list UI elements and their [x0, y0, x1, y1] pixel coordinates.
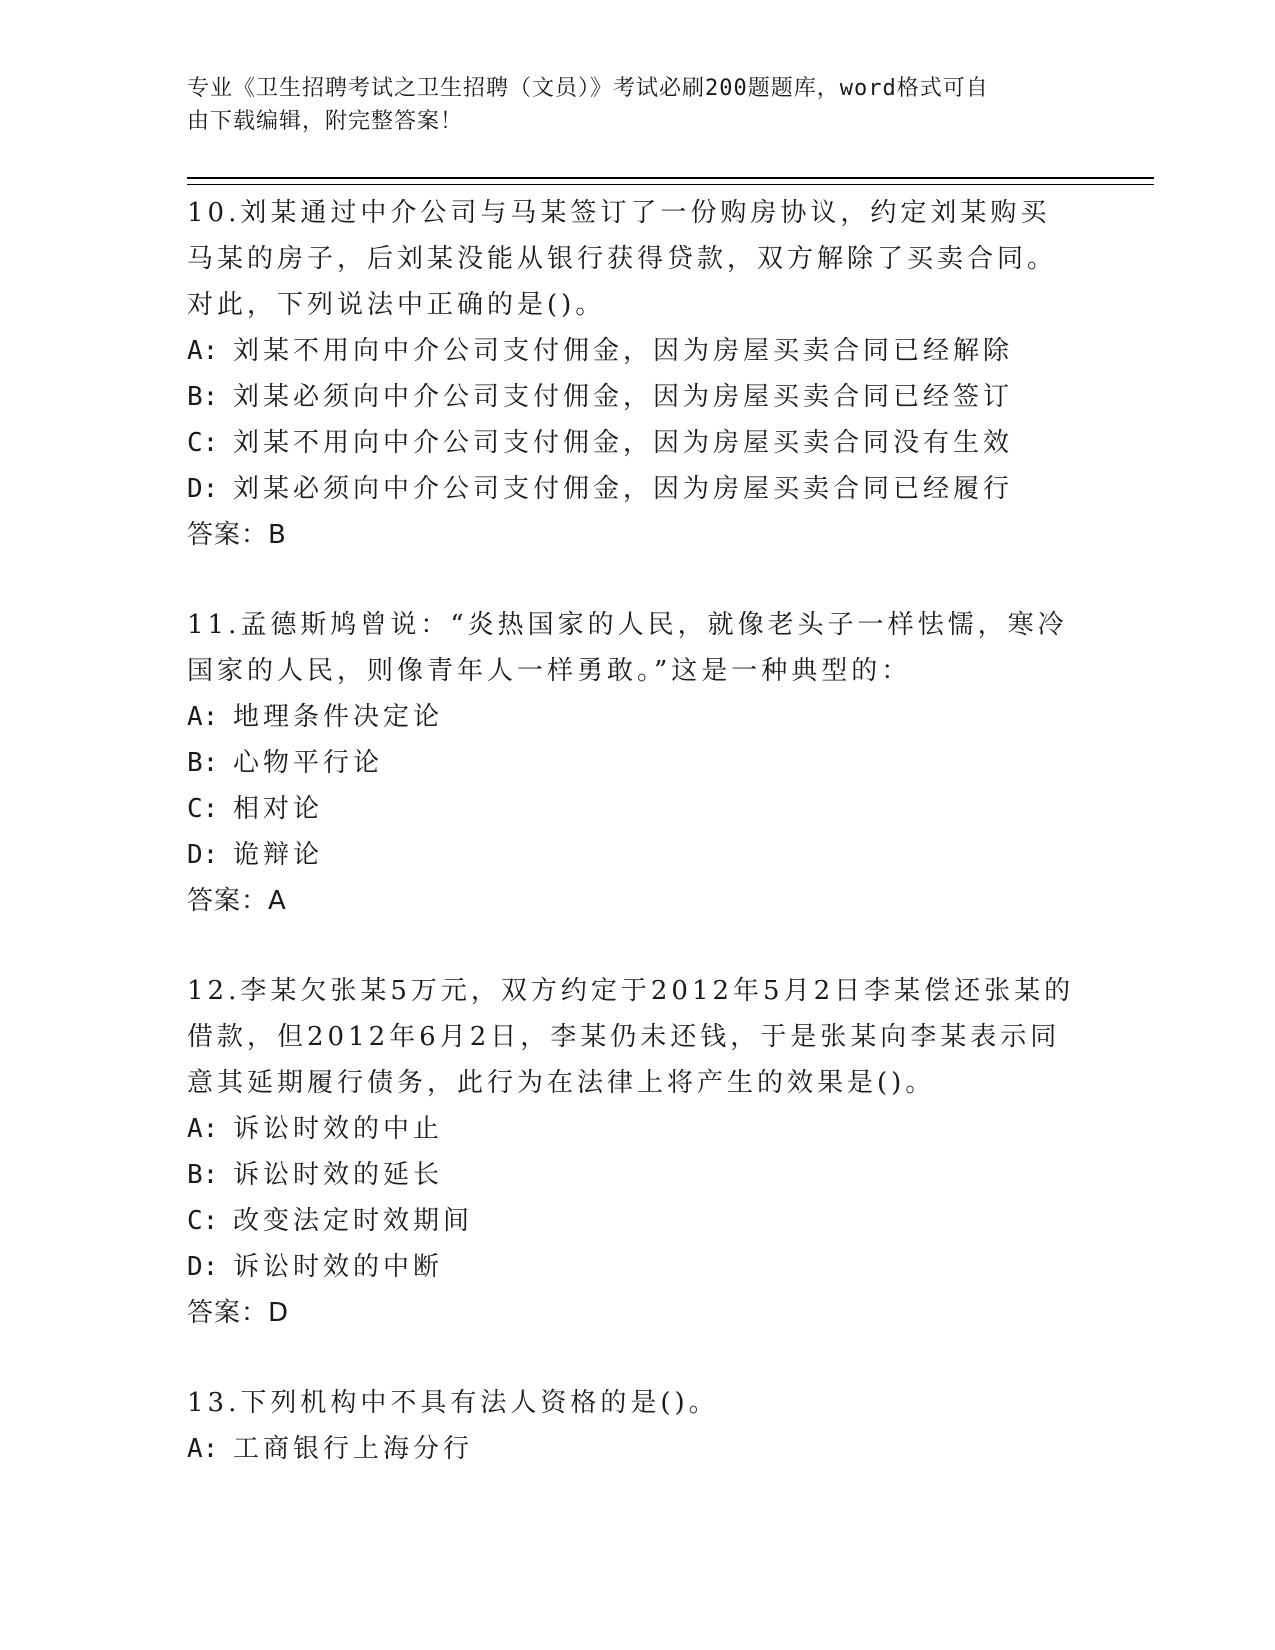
- question-list: [187, 190, 1087, 1516]
- question-stem: 12.李某欠张某5万元，双方约定于2012年5月2日李某偿还张某的借款，但2012年6月2日，李某仍未还钱，于是张某向李某表示同意其延期履行债务，此行为在法律上将产生的效果是()。: [187, 976, 1075, 1098]
- option-a: [187, 328, 1087, 374]
- answer-line: 答案：A: [187, 886, 287, 916]
- option-key: B:: [187, 382, 219, 412]
- answer-line: 答案：D: [187, 1298, 290, 1328]
- option-text: 诉讼时效的延长: [233, 1160, 444, 1190]
- question-stem: 11.孟德斯鸠曾说：“炎热国家的人民，就像老头子一样怯懦，寒冷国家的人民，则像青年人一样勇敢。”这是一种典型的：: [187, 610, 1068, 686]
- header-divider-thin: [187, 184, 1154, 185]
- option-key: B:: [187, 1160, 219, 1190]
- option-text: 工商银行上海分行: [233, 1434, 474, 1464]
- question-12: [187, 968, 1087, 1336]
- header-divider-thick: [187, 177, 1154, 179]
- option-text: 刘某必须向中介公司支付佣金，因为房屋买卖合同已经签订: [233, 382, 1014, 412]
- option-text: 改变法定时效期间: [233, 1206, 474, 1236]
- option-text: 诡辩论: [233, 840, 324, 870]
- document-header: [187, 72, 1067, 138]
- option-d: [187, 1244, 1087, 1290]
- option-key: A:: [187, 702, 219, 732]
- option-b: [187, 740, 1087, 786]
- option-key: A:: [187, 336, 219, 366]
- question-stem: 13.下列机构中不具有法人资格的是()。: [187, 1388, 719, 1418]
- question-stem: 10.刘某通过中介公司与马某签订了一份购房协议，约定刘某购买马某的房子，后刘某没能从银行获得贷款，双方解除了买卖合同。对此，下列说法中正确的是()。: [187, 198, 1058, 320]
- option-a: [187, 694, 1087, 740]
- option-text: 诉讼时效的中止: [233, 1114, 444, 1144]
- option-a: [187, 1106, 1087, 1152]
- header-title-line-2: 由下载编辑，附完整答案！: [187, 109, 464, 134]
- option-key: A:: [187, 1114, 219, 1144]
- header-title-line-1: 专业《卫生招聘考试之卫生招聘（文员）》考试必刷200题题库，word格式可自: [187, 76, 989, 101]
- answer-line: 答案：B: [187, 520, 287, 550]
- option-key: C:: [187, 794, 219, 824]
- option-c: [187, 1198, 1087, 1244]
- question-11: [187, 602, 1087, 924]
- option-key: A:: [187, 1434, 219, 1464]
- option-text: 地理条件决定论: [233, 702, 444, 732]
- question-13: [187, 1380, 1087, 1472]
- option-text: 刘某不用向中介公司支付佣金，因为房屋买卖合同已经解除: [233, 336, 1014, 366]
- option-key: D:: [187, 1252, 219, 1282]
- question-10: [187, 190, 1087, 558]
- option-c: [187, 420, 1087, 466]
- option-text: 心物平行论: [233, 748, 384, 778]
- option-key: C:: [187, 428, 219, 458]
- option-d: [187, 832, 1087, 878]
- option-d: [187, 466, 1087, 512]
- option-b: [187, 1152, 1087, 1198]
- option-key: B:: [187, 748, 219, 778]
- option-text: 刘某不用向中介公司支付佣金，因为房屋买卖合同没有生效: [233, 428, 1014, 458]
- option-text: 诉讼时效的中断: [233, 1252, 444, 1282]
- option-c: [187, 786, 1087, 832]
- option-key: D:: [187, 840, 219, 870]
- option-text: 相对论: [233, 794, 324, 824]
- option-a: [187, 1426, 1087, 1472]
- option-text: 刘某必须向中介公司支付佣金，因为房屋买卖合同已经履行: [233, 474, 1014, 504]
- option-b: [187, 374, 1087, 420]
- option-key: C:: [187, 1206, 219, 1236]
- option-key: D:: [187, 474, 219, 504]
